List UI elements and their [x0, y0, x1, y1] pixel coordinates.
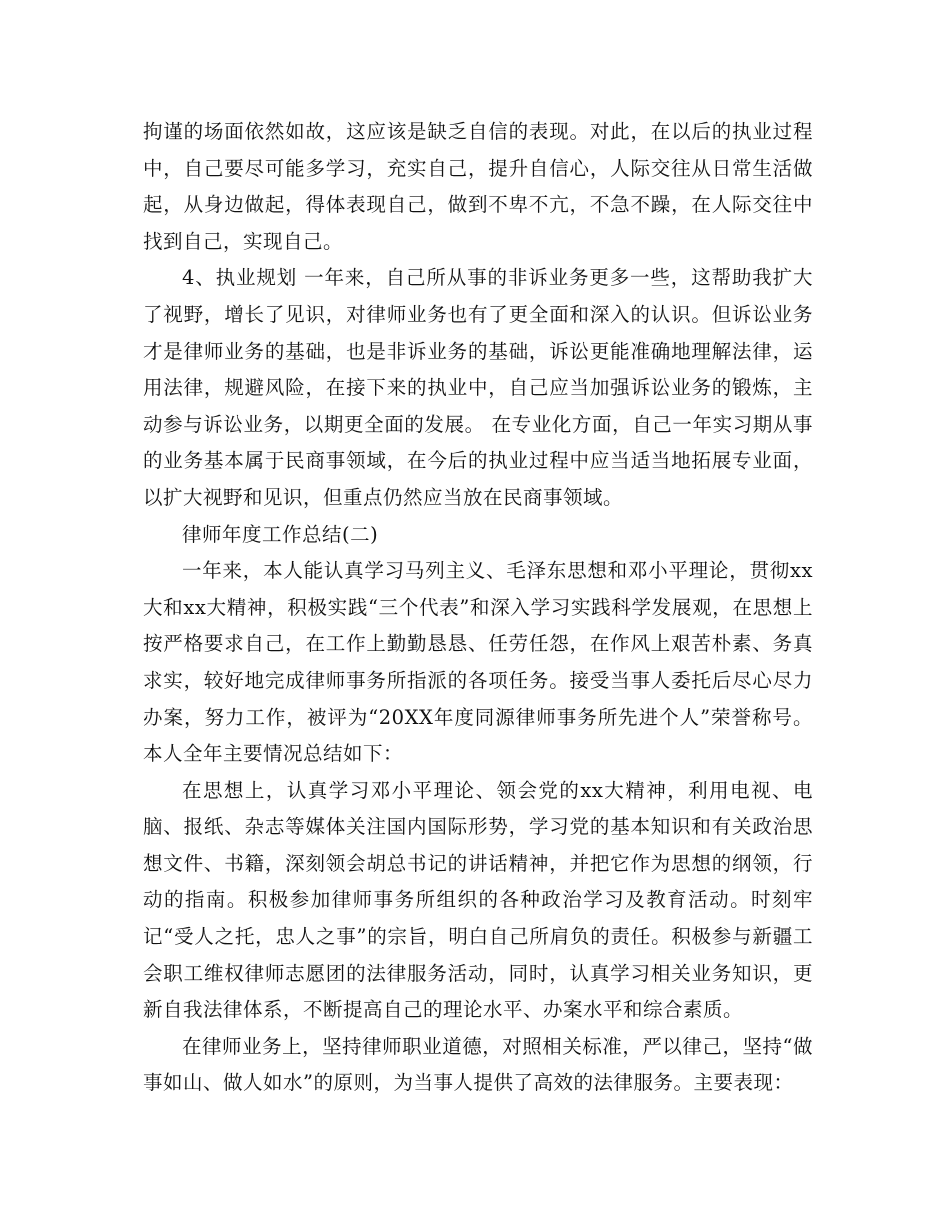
document-body — [143, 114, 813, 1102]
paragraph-5: 在律师业务上，坚持律师职业道德，对照相关标准，严以律己，坚持“做事如山、做人如水”的原则，为当事人提供了高效的法律服务。主要表现： — [143, 1034, 813, 1095]
paragraph-2: 4、执业规划 一年来，自己所从事的非诉业务更多一些，这帮助我扩大了视野，增长了见识，对律师业务也有了更全面和深入的认识。但诉讼业务才是律师业务的基础，也是非诉业务的基础，诉讼更能准确地理解法律，运用法律，规避风险，在接下来的执业中，自己应当加强诉讼业务的锻炼，主动参与诉讼业务，以期更全面的发展。 在专业化方面，自己一年实习期从事的业务基本属于民商事领域，在今后的执业过程中应当适当地拓展专业面，以扩大视野和见识，但重点仍然应当放在民商事领域。 — [143, 266, 813, 509]
paragraph-4: 在思想上，认真学习邓小平理论、领会党的xx大精神，利用电视、电脑、报纸、杂志等媒体关注国内国际形势，学习党的基本知识和有关政治思想文件、书籍，深刻领会胡总书记的讲话精神，并把它作为思想的纲领，行动的指南。积极参加律师事务所组织的各种政治学习及教育活动。时刻牢记“受人之托，忠人之事”的宗旨，明白自己所肩负的责任。积极参与新疆工会职工维权律师志愿团的法律服务活动，同时，认真学习相关业务知识，更新自我法律体系，不断提高自己的理论水平、办案水平和综合素质。 — [143, 778, 813, 1022]
paragraph-3: 一年来，本人能认真学习马列主义、毛泽东思想和邓小平理论，贯彻xx大和xx大精神，积极实践“三个代表”和深入学习实践科学发展观，在思想上按严格要求自己，在工作上勤勤恳恳、任劳任怨，在作风上艰苦朴素、务真求实，较好地完成律师事务所指派的各项任务。接受当事人委托后尽心尽力办案，努力工作，被评为“20XX年度同源律师事务所先进个人”荣誉称号。本人全年主要情况总结如下： — [143, 559, 813, 766]
paragraph-1: 拘谨的场面依然如故，这应该是缺乏自信的表现。对此，在以后的执业过程中，自己要尽可能多学习，充实自己，提升自信心，人际交往从日常生活做起，从身边做起，得体表现自己，做到不卑不亢，不急不躁，在人际交往中找到自己，实现自己。 — [143, 120, 813, 253]
section-heading: 律师年度工作总结(二) — [182, 522, 379, 546]
